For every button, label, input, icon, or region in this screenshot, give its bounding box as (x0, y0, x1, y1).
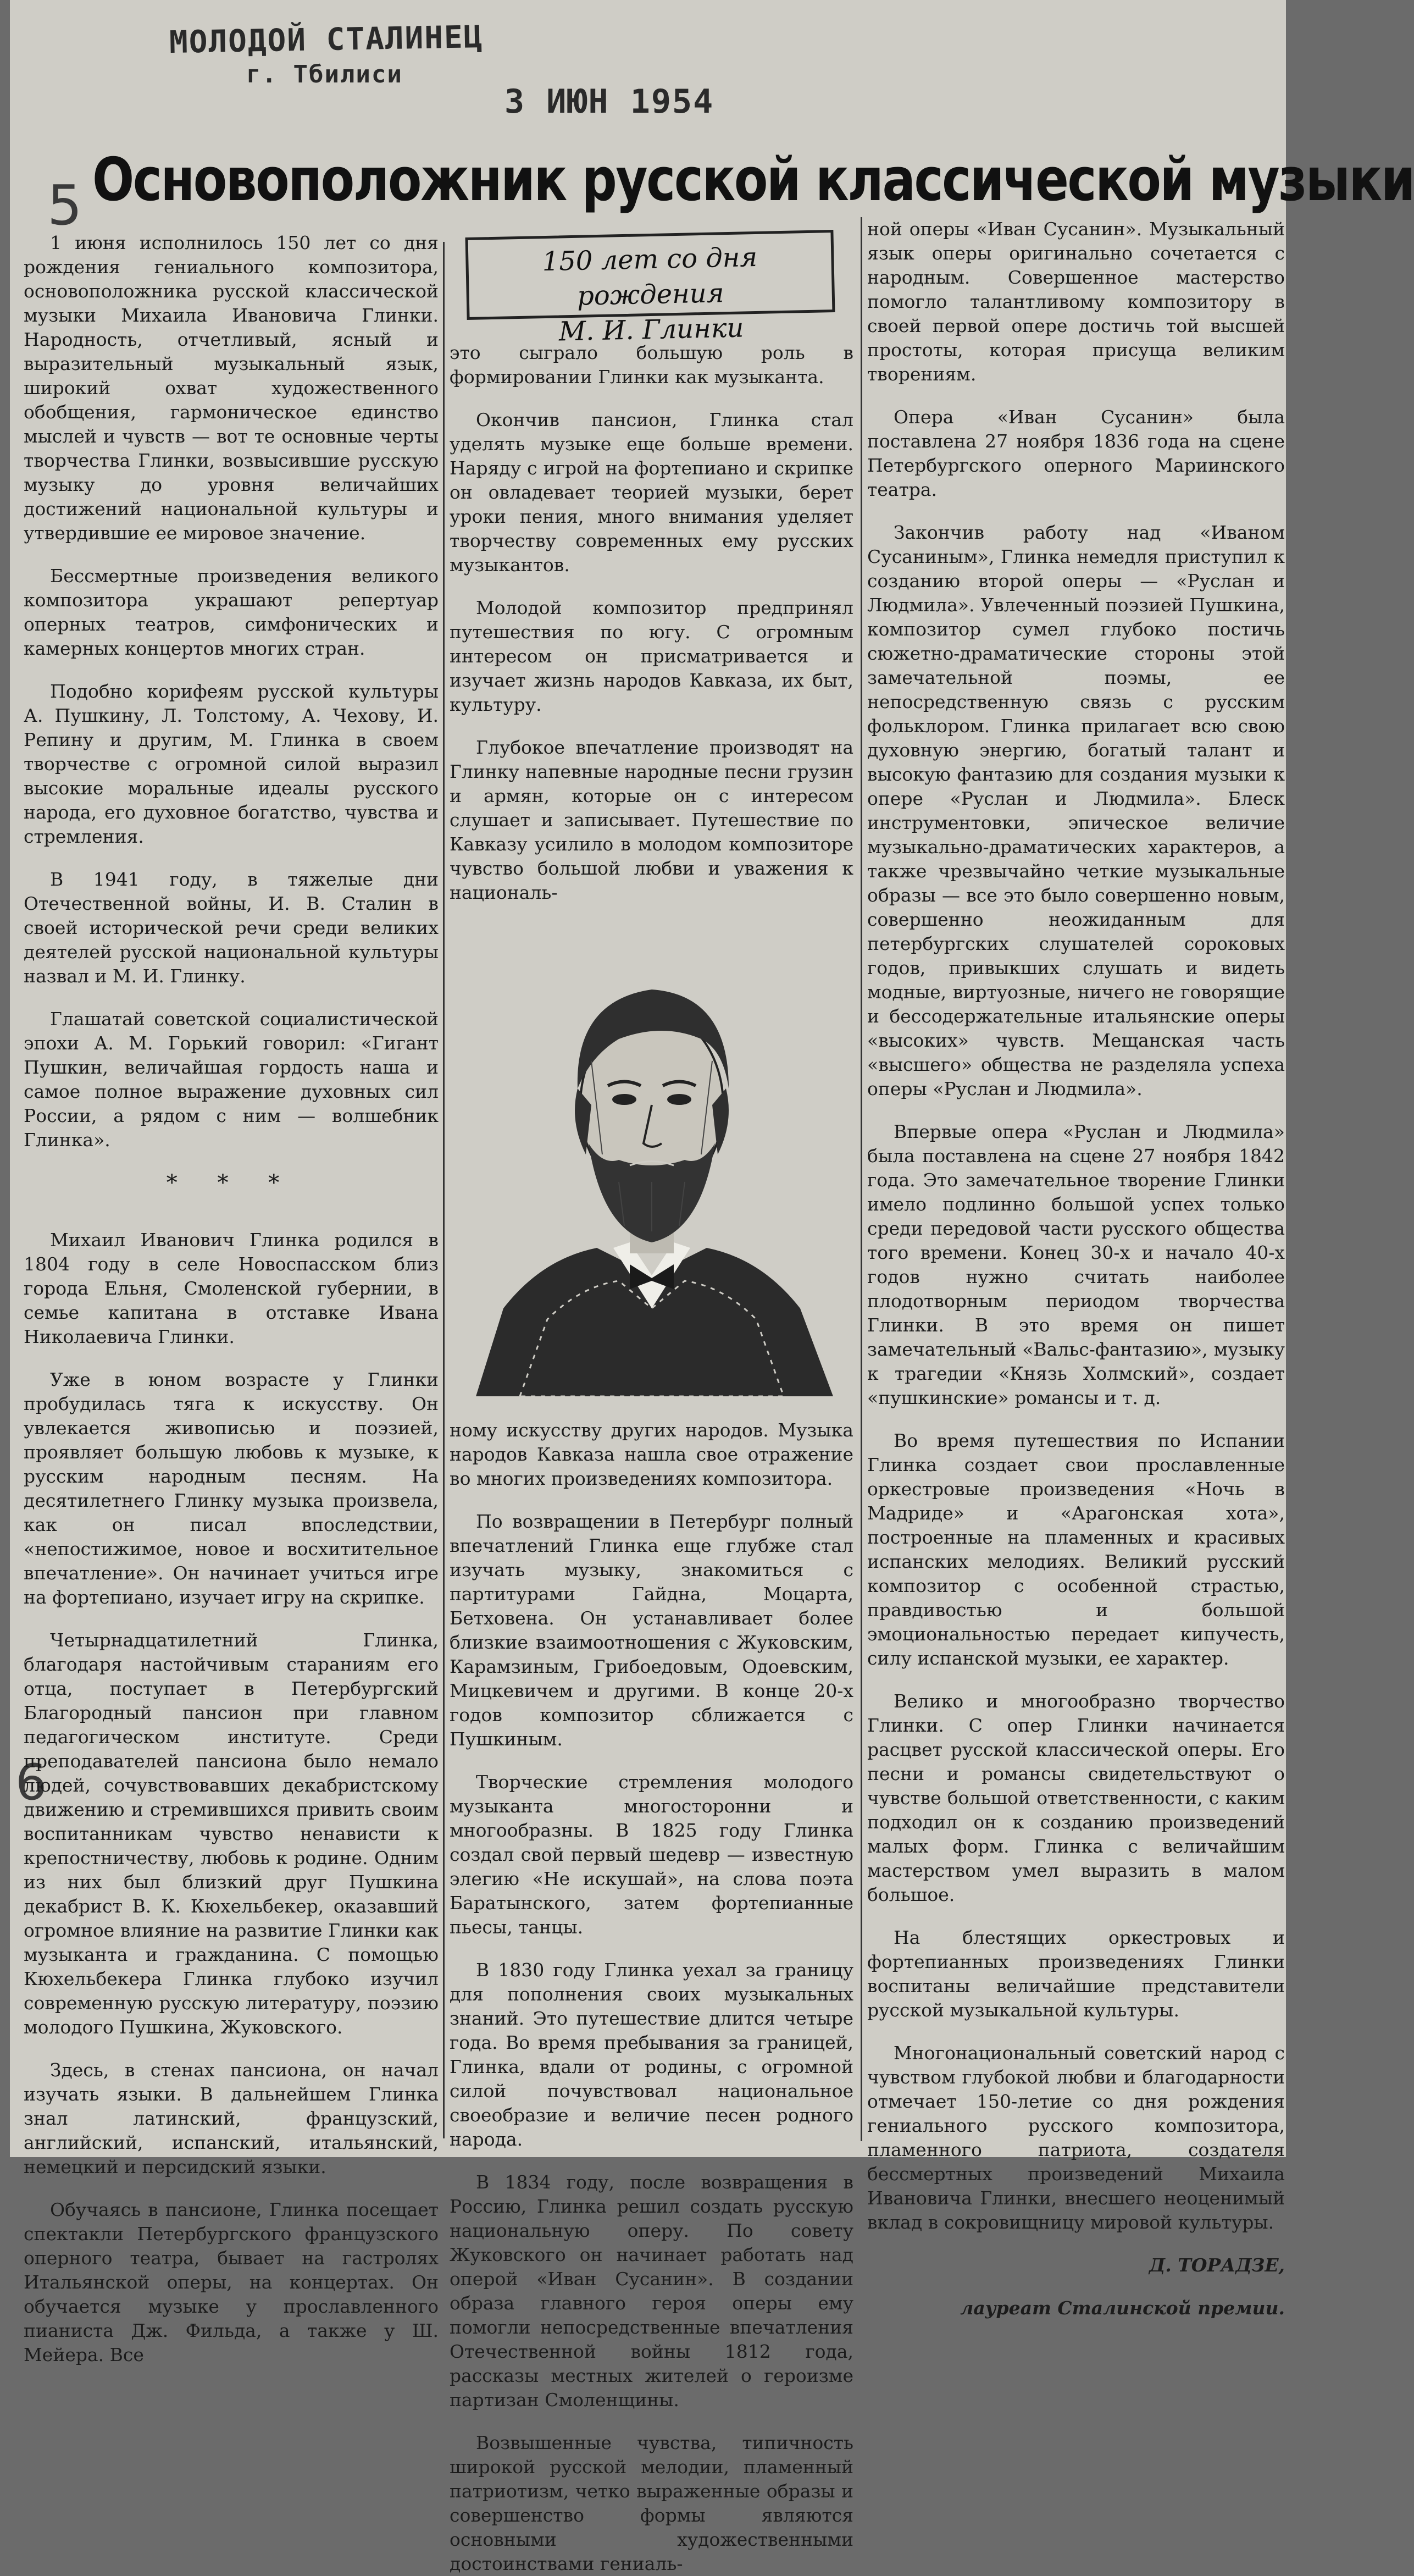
handwritten-side-mark: 6 (15, 1754, 47, 1811)
paragraph: По возвращении в Петербург полный впечатлений Глинка еще глубже стал изучать музыку, знакомиться с партитурами Гайдна, Моцарта, Бетховена. Он устанавливает более близкие взаимоотношения с Жуковским, Карамзиным, Грибоедовым, Одоевским, Мицкевичем и другими. В конце 20-х годов композитор сближается с Пушкиным. (450, 1511, 853, 1750)
paragraph: Окончив пансион, Глинка стал уделять музыке еще больше времени. Наряду с игрой на фортепиано и скрипке он овладевает теорией музыки, берет уроки пения, много внимания уделяет творчеству современных ему русских музыкантов. (450, 409, 853, 576)
paragraph: это сыграло большую роль в формировании Глинки как музыканта. (450, 342, 853, 388)
paragraph: Глашатай советской социалистической эпохи А. М. Горький говорил: «Гигант Пушкин, величайшая гордость наша и самое полное выражение духовных сил России, а рядом с ним — волшебник Глинка». (24, 1008, 439, 1151)
paragraph: Впервые опера «Руслан и Людмила» была поставлена на сцене 27 ноября 1842 года. Это замечательное творение Глинки имело подлинно большой успех только среди передовой части русского общества того времени. Конец 30-х и начало 40-х годов нужно считать наиболее плодотворным периодом творчества Глинки. В это время он пишет замечательный «Вальс-фантазию», музыку к трагедии «Князь Холмский», создает «пушкинские» романсы и т. д. (867, 1121, 1285, 1408)
paragraph: Опера «Иван Сусанин» была поставлена 27 ноября 1836 года на сцене Петербургского оперного Мариинского театра. (867, 406, 1285, 500)
article-column-2 (450, 341, 853, 2574)
paragraph: Творческие стремления молодого музыканта многосторонни и многообразны. В 1825 году Глинка создал свой первый шедевр — известную элегию «Не искушай», на слова поэта Баратынского, затем фортепианные пьесы, танцы. (450, 1771, 853, 1938)
subtitle-line-1: 150 лет со дня рождения (542, 241, 758, 312)
section-separator: * * * (166, 1170, 296, 1196)
portrait-engraving-icon (454, 924, 850, 1407)
glinka-portrait (450, 924, 853, 1407)
author-signature: Д. ТОРАДЗЕ, (1149, 2254, 1285, 2276)
subtitle-box (465, 230, 835, 347)
paragraph: 1 июня исполнилось 150 лет со дня рождения гениального композитора, основоположника русской классической музыки Михаила Ивановича Глинки. Народность, отчетливый, ясный и выразительный музыкальный язык, широкий охват художественного обобщения, гармоническое единство мыслей и чувств — вот те основные черты творчества Глинки, возвысившие русскую музыку до уровня величайших достижений национальной культуры и утвердившие ее мировое значение. (24, 232, 439, 544)
column-divider-2 (861, 217, 862, 2141)
paragraph: Молодой композитор предпринял путешествия по югу. С огромным интересом он присматривается и изучает жизнь народов Кавказа, их быт, культуру. (450, 597, 853, 715)
paragraph: Велико и многообразно творчество Глинки. С опер Глинки начинается расцвет русской классической оперы. Его песни и романсы свидетельствуют о чувстве большой ответственности, с каким подходил он к созданию произведений малых форм. Глинка с величайшим мастерством умел выразить в малом большое. (867, 1690, 1285, 1905)
paragraph: Подобно корифеям русской культуры А. Пушкину, Л. Толстому, А. Чехову, И. Репину и другим, М. Глинка в своем творчестве с огромной силой выразил высокие моральные идеалы русского народа, его духовное богатство, чувства и стремления. (24, 681, 439, 847)
paragraph: Многонациональный советский народ с чувством глубокой любви и благодарности отмечает 150-летие со дня рождения гениального русского композитора, пламенного патриота, создателя бессмертных произведений Михаила Ивановича Глинки, внесшего неоценимый вклад в сокровищницу мировой культуры. (867, 2042, 1285, 2233)
paragraph: Закончив работу над «Иваном Сусаниным», Глинка немедля приступил к созданию второй оперы — «Руслан и Людмила». Увлеченный поэзией Пушкина, композитор сумел глубоко постичь сюжетно-драматические стороны этой замечательной поэмы, ее непосредственную связь с русским фольклором. Глинка прилагает всю свою духовную энергию, богатый талант и высокую фантазию для создания музыки к опере «Руслан и Людмила». Блеск инструментовки, эпическое величие музыкально-драматических характеров, а также чрезвычайно четкие музыкальные образы — все это было совершенно новым, совершенно неожиданным для петербургских слушателей сороковых годов, привыкших слушать и видеть модные, виртуозные, ничего не говорящие и бессодержательные итальянские оперы «высоких» чувств. Мещанская часть «высшего» общества не разделяла успеха оперы «Руслан и Людмила». (867, 522, 1285, 1099)
paragraph: Возвышенные чувства, типичность широкой русской мелодии, пламенный патриотизм, четко выраженные образы и совершенство формы являются основными художественными достоинствами гениаль- (450, 2432, 853, 2574)
paragraph: Обучаясь в пансионе, Глинка посещает спектакли Петербургского французского оперного театра, бывает на гастролях Итальянской оперы, на концертах. Он обучается музыке у прославленного пианиста Дж. Фильда, а также у Ш. Мейера. Все (24, 2199, 439, 2365)
article-headline: Основоположник русской классической музыки (92, 146, 1414, 214)
paragraph: Михаил Иванович Глинка родился в 1804 году в селе Новоспасском близ города Ельня, Смоленской губернии, в семье капитана в отставке Ивана Николаевича Глинки. (24, 1229, 439, 1347)
newspaper-name-stamp: МОЛОДОЙ СТАЛИНЕЦ (169, 19, 484, 60)
paragraph: ной оперы «Иван Сусанин». Музыкальный язык оперы оригинально сочетается с народным. Совершенное мастерство помогло талантливому композитору в своей первой опере достичь той высшей простоты, которая присуща великим творениям. (867, 218, 1285, 385)
paragraph: Глубокое впечатление производят на Глинку напевные народные песни грузин и армян, которые он с интересом слушает и записывает. Путешествие по Кавказу усилило в молодом композиторе чувство большой любви и уважения к националь- (450, 737, 853, 903)
paragraph: ному искусству других народов. Музыка народов Кавказа нашла свое отражение во многих произведениях композитора. (450, 1419, 853, 1489)
paragraph: В 1830 году Глинка уехал за границу для пополнения своих музыкальных знаний. Это путешествие длится четыре года. Во время пребывания за границей, Глинка, вдали от родины, с огромной силой почувствовал национальное своеобразие и величие песен родного народа. (450, 1959, 853, 2150)
column-divider-1 (443, 242, 445, 2138)
handwritten-page-mark: 5 (47, 173, 82, 237)
paragraph: В 1834 году, после возвращения в Россию, Глинка решил создать русскую национальную оперу. По совету Жуковского он начинает работать над оперой «Иван Сусанин». В создании образа главного героя оперы ему помогли непосредственные впечатления Отечественной войны 1812 года, рассказы местных жителей о героизме партизан Смоленщины. (450, 2171, 853, 2411)
newspaper-clipping (10, 0, 1414, 2574)
article-column-3 (867, 217, 1285, 2319)
paragraph: Во время путешествия по Испании Глинка создает свои прославленные оркестровые произведения «Ночь в Мадриде» и «Арагонская хота», построенные на пламенных и красивых испанских мелодиях. Великий русский композитор с особенной страстью, правдивостью и большой эмоциональностью передает кипучесть, силу испанской музыки, ее характер. (867, 1430, 1285, 1669)
article-column-1 (24, 231, 439, 2365)
paragraph: На блестящих оркестровых и фортепианных произведениях Глинки воспитаны величайшие представители русской музыкальной культуры. (867, 1927, 1285, 2021)
paragraph: Уже в юном возрасте у Глинки пробудилась тяга к искусству. Он увлекается живописью и поэзией, проявляет большую любовь к музыке, к русским народным песням. На десятилетнего Глинку музыка произвела, как он писал впоследствии, «непостижимое, новое и восхитительное впечатление». Он начинает учиться игре на фортепиано, изучает игру на скрипке. (24, 1369, 439, 1608)
paragraph: Бессмертные произведения великого композитора украшают репертуар оперных театров, симфонических и камерных концертов многих стран. (24, 565, 439, 659)
paragraph: В 1941 году, в тяжелые дни Отечественной войны, И. В. Сталин в своей исторической речи среди великих деятелей русской национальной культуры назвал и М. И. Глинку. (24, 869, 439, 987)
subtitle-line-2: М. И. Глинки (558, 312, 744, 347)
paragraph: Здесь, в стенах пансиона, он начал изучать языки. В дальнейшем Глинка знал латинский, французский, английский, испанский, итальянский, немецкий и персидский языки. (24, 2059, 439, 2177)
paragraph: Четырнадцатилетний Глинка, благодаря настойчивым стараниям его отца, поступает в Петербургский Благородный пансион при главном педагогическом институте. Среди преподавателей пансиона было немало людей, сочувствовавших декабристскому движению и стремившихся привить своим воспитанникам чувство ненависти к крепостничеству, любовь к родине. Одним из них был близкий друг Пушкина декабрист В. К. Кюхельбекер, оказавший огромное влияние на развитие Глинки как музыканта и гражданина. С помощью Кюхельбекера Глинка глубоко изучил современную русскую литературу, поэзию молодого Пушкина, Жуковского. (24, 1629, 439, 2038)
city-stamp: г. Тбилиси (246, 60, 403, 89)
author-title: лауреат Сталинской премии. (960, 2297, 1285, 2319)
date-stamp: 3 ИЮН 1954 (504, 82, 714, 121)
